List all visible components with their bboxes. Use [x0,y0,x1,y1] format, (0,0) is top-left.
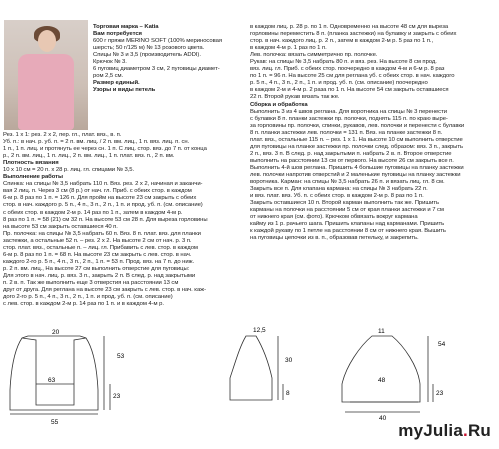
back-top-label: 20 [52,329,60,336]
text-line: 1 п., 1 п. лиц. и протянуть ее через сн. 1 п. С лиц. стор. вяз. до 7 п. от конца [3,146,207,153]
logo-dot: . [463,421,468,440]
text-line: Лев. полочка: вязать симметрично пр. полочке. [250,52,378,59]
text-line: р. 5 п., 4 п., 3 п., 2 п., 1 п. и прод. уб. п. (см. описание) поочередно [250,80,428,87]
text-line: Спинка: на спицы № 3,5 набрать 110 п. Вяз. рез. 2 х 2, начиная и заканчи- [3,181,203,188]
text-line: каждого 2-го р. 5 п., 4 п., 3 п., 2 п., 1 п. = 53 п. Прод. вяз. на 7 п. до ниж. [3,258,195,265]
instructions-right [250,24,496,242]
text-line: от нижнего края (см. фото). Крючком обвязать вокруг кармана [250,214,418,221]
text-line: 6-м р. 8 раз по 1 п. = 126 п. Для пройм на высоте 23 см закрыть с обеих [3,195,197,202]
text-line: Пр. полочка: на спицы № 3,5 набрать 60 п. Вяз. 8 п. плат. вяз. для планки [3,230,201,237]
section-heading: Узоры и виды петель [93,87,156,94]
text-line: Закрыть оставшиеся 10 п. Второй карман выполнить так же. Пришить [250,200,439,207]
sleeve-diagram [230,336,283,400]
text-line: с булавки 8 п. планки застежки пр. полочки, поднять 115 п. по краю выре- [250,115,448,122]
text-line: на пуговицы цепочки из в. п., образовав петельку, и закрепить. [250,235,419,242]
front-top-label: 11 [378,328,385,335]
back-inner-label: 63 [48,377,56,384]
back-lower-label: 23 [113,393,121,400]
text-line: с лев. стор. в каждом 2-м р. 14 раз по 1 п. и в каждом 4-м р. [3,301,164,308]
section-heading: Выполнение работы [3,174,63,181]
text-line: 22 п. Второй рукав вязать так же. [250,94,340,101]
text-line: в каждом 2-м и 4-м р. 2 раза по 1 п. На высоте 54 см закрыть оставшиеся [250,87,449,94]
text-line: вая 2 лиц. п. Через 3 см (8 р.) от нач. гл. Приб. с обеих стор. в каждом [3,188,192,195]
back-bottom-label: 55 [51,419,59,426]
front-height-label: 54 [438,341,446,348]
text-line: плат. вяз., остальные 115 п. – рез. 1 х 1. На высоте 10 см выполнить отверстие [250,136,463,143]
text-line: дого 2-го р. 5 п., 4 п., 3 п., 2 п., 1 п. и прод. уб. п. (см. описание) [3,294,173,301]
model-photo [4,20,88,130]
text-line: лев. полочки напротив отверстий и 2 маленькие пуговицы на планку застежки [250,171,461,178]
text-line: застежки, а остальные 52 п. – рез. 2 х 2. На высоте 2 см от нач. р. 3 п. [3,237,192,244]
text-line: Рукав: на спицы № 3,5 набрать 80 п. и вяз. рез. На высоте 8 см прод. [250,59,437,66]
text-line: в каждом 4-м р. 1 раз по 1 п. [250,45,327,52]
text-line: с обеих стор. в каждом 2-м р. 14 раз по 1 п., затем в каждом 4-м р. [3,209,183,216]
front-diagram [342,336,433,412]
materials-block [93,24,243,94]
text-line: Крючок № 3. [93,59,127,66]
text-line: 8 раз по 1 п. = 58 (21) см 32 п. На высоте 53 см 28 п. Для выреза горловины [3,216,208,223]
text-line: 600 г пряжи MERINO SOFT (100% мериносовая [93,38,222,45]
instructions-left [3,132,243,308]
text-line: карманы на полочки на расстоянии 5 см от края планки застежки и 7 см [250,207,444,214]
text-line: для пуговицы на планке застежки пр. полочки след. образом: вяз. 3 п., закрыть [250,143,464,150]
sleeve-lower-label: 8 [286,390,290,397]
section-heading: Плотность вязания [3,160,59,167]
text-line: 10 х 10 см = 20 п. х 28 р. лиц. гл. спицами № 3,5. [3,167,135,174]
back-height-label: 53 [117,353,125,360]
text-line: р., 2 п. вм. лиц., 1 п. лиц., 2 п. вм. лиц., 1 п. плат. вяз. п., 2 п. вм. [3,153,175,160]
site-logo[interactable] [398,421,491,441]
text-line: Уб. п.: в нач. р. уб. п. = 2 п. вм. лиц. / 2 п. вм. лиц., 1 п. вяз. лиц. п. сн. [3,139,190,146]
text-line: выполнить на расстоянии 13 см от первого. На высоте 26 см закрыть все п. [250,157,454,164]
text-line: 2 п., вяз. 3 п. В след. р. над закрытыми п. набрать 2 в. п. Второе отверстие [250,150,452,157]
text-line: по 1 п. = 96 п. На высоте 25 см для реглана уб. с обеих стор. в нач. каждого [250,73,455,80]
text-line: р. 2 п. вм. лиц., На высоте 27 см выполнить отверстие для пуговицы: [3,265,190,272]
text-line: Выполнить 4-й шов реглана. Пришить 4 большие пуговицы на планку застежки [250,164,464,171]
section-heading: Торговая марка – Katia [93,24,159,30]
photo-jacket [18,54,74,130]
logo-main: myJulia [398,421,463,440]
photo-head [38,30,56,52]
section-heading: Вам потребуется [93,31,142,38]
text-line: и вяз. плат. вяз. Уб. п. с обеих стор. в каждом 2-м р. 8 раз по 1 п. [250,193,424,200]
pattern-diagrams [0,318,499,428]
text-line: ром 2,5 см. [93,73,124,80]
text-line: друг от друга. Для реглана на высоте 23 см закрыть с лев. стор. в нач. каж- [3,287,206,294]
text-line: шерсть; 50 г/125 м) № 13 розового цвета. [93,45,205,52]
text-line: горловины переместить 8 п. (планка застежки) на булавку и закрыть с обеих [250,31,457,38]
text-line: вяз. лиц. гл. Приб. с обеих стор. поочередно в каждом 4-м и 6-м р. 8 раз [250,66,445,73]
text-line: 6-м р. 8 раз по 1 п. = 68 п. На высоте 23 см закрыть с лев. стор. в нач. [3,251,192,258]
text-line: кайму из 1 р. рачьего шага. Пришить клапаны над карманами. Пришить [250,221,445,228]
back-diagram [10,336,110,414]
section-heading: Размер единый. [93,80,140,87]
text-line: воротника. Карман: на спицы № 3,5 набрать 26 п. и вязать лиц. гл. 8 см. [250,179,445,186]
text-line: за горловины пр. полочки, спинки, рукавов, лев. полочки и перенести с булавки [250,122,465,129]
front-mid-label: 23 [436,390,444,397]
text-line: Выполнить 3 из 4 швов реглана. Для воротника на спицы № 3 перенести [250,108,447,115]
front-bottom-label: 40 [379,415,387,422]
logo-tld: Ru [467,421,491,440]
sleeve-height-label: 30 [285,357,293,364]
sleeve-top-label: 12,5 [253,327,266,334]
text-line: стор. в нач. каждого р. 5 п., 4 п., 3 п., 2 п., 1 п. и прод. уб. п. (см. описание) [3,202,203,209]
text-line: 8 п. планки застежки лев. полочки = 131 п. Вяз. на планке застежки 8 п. [250,129,443,136]
text-line: Закрыть все п. Для клапана кармана: на спицы № 3 набрать 22 п. [250,186,428,193]
text-line: на высоте 53 см закрыть оставшиеся 40 п. [3,223,118,230]
text-line: Рез. 1 х 1: рез. 2 х 2, пер. гл., плат. вяз., в. п. [3,132,122,138]
section-heading: Сборка и обработка [250,101,308,108]
text-line: 6 пуговиц диаметром 3 см, 2 пуговицы диамет- [93,66,220,73]
front-inner-label: 48 [378,377,386,384]
text-line: к каждой рукаву по 1 петле на расстоянии 8 см от нижнего края. Вышить [250,228,446,235]
text-line: п. 2 в. п. Так же выполнить еще 3 отверстия на расстоянии 13 см [3,279,179,286]
text-line: в каждом лиц. р. 28 р. по 1 п. Одновременно на высоте 48 см для выреза [250,24,449,30]
text-line: стор. плат. вяз., остальные п. – лиц. гл. Прибавить с лев. стор. в каждом [3,244,198,251]
text-line: стор. в нач. каждого лиц. р. 2 п., затем в каждом 2-м р. 5 раз по 1 п., [250,38,434,45]
text-line: Спицы № 3 и 3,5 (производитель ADDI). [93,52,201,59]
text-line: Для этого в нач. лиц. р. вяз. 3 п., закрыть 2 п. В след. р. над закрытыми [3,272,196,279]
